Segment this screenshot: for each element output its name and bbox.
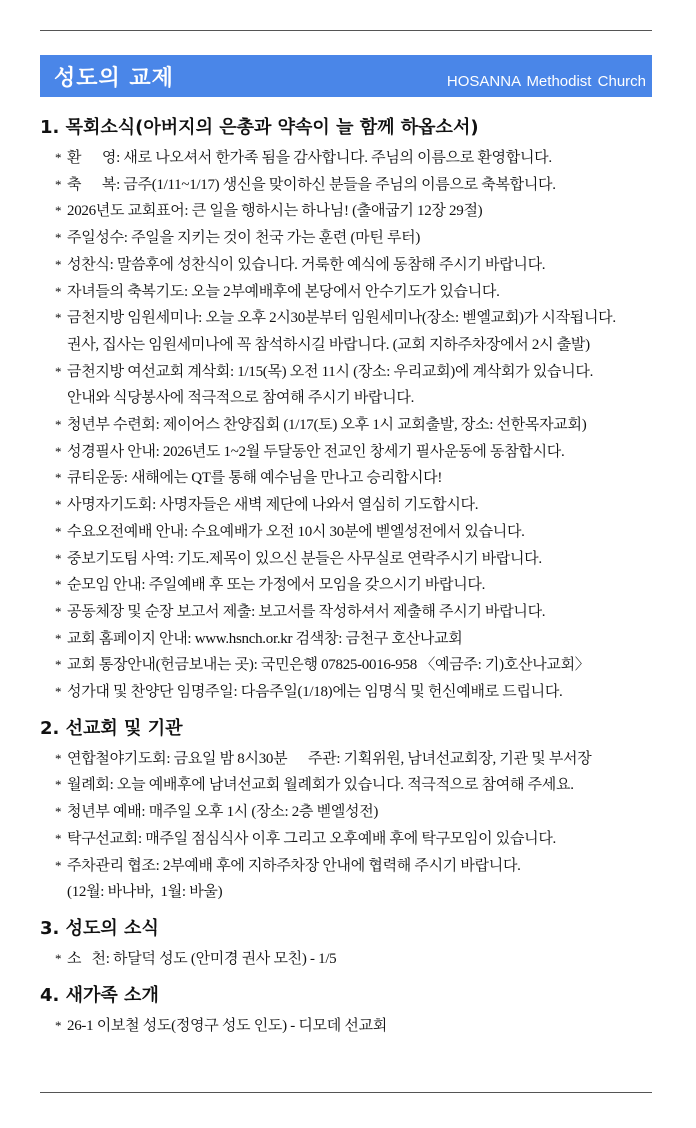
asterisk-bullet-icon: * — [55, 230, 62, 246]
item-text: 주일성수: 주일을 지키는 것이 천국 가는 훈련 (마틴 루터) — [67, 230, 421, 247]
page-title: 성도의 교제 — [54, 66, 174, 91]
item-text: 축 복: 금주(1/11~1/17) 생신을 맞이하신 분들을 주님의 이름으로 축복합니다. — [67, 176, 556, 193]
item-text: 금천지방 여선교회 계삭회: 1/15(목) 오전 11시 (장소: 우리교회)에 계삭회가 있습니다. — [67, 363, 594, 380]
item-text: 공동체장 및 순장 보고서 제출: 보고서를 작성하셔서 제출해 주시기 바랍니다. — [67, 603, 546, 620]
list-item — [40, 746, 670, 773]
asterisk-bullet-icon: * — [55, 523, 62, 539]
list-item — [40, 279, 670, 306]
asterisk-bullet-icon: * — [55, 283, 62, 299]
list-item — [40, 772, 670, 799]
item-text: 교회 통장안내(헌금보내는 곳): 국민은행 07825-0016-958 〈예금주: 기)호산나교회〉 — [67, 657, 590, 674]
asterisk-bullet-icon: * — [55, 550, 62, 566]
item-continuation: (12월: 바나바, 1월: 바울) — [67, 884, 223, 901]
item-text: 26-1 이보철 성도(정영구 성도 인도) - 디모데 선교회 — [67, 1017, 387, 1034]
item-text: 주차관리 협조: 2부예배 후에 지하주차장 안내에 협력해 주시기 바랍니다. — [67, 857, 521, 874]
asterisk-bullet-icon: * — [55, 830, 62, 846]
section-title: 2. 선교회 및 기관 — [40, 717, 183, 739]
item-text: 소 천: 하달덕 성도 (안미경 권사 모친) - 1/5 — [67, 950, 337, 967]
list-item — [40, 172, 670, 199]
list-item — [40, 305, 670, 332]
list-item — [40, 572, 670, 599]
list-item — [40, 252, 670, 279]
section-title: 1. 목회소식(아버지의 은총과 약속이 늘 함께 하옵소서) — [40, 117, 479, 138]
list-item — [40, 359, 670, 386]
asterisk-bullet-icon: * — [55, 804, 62, 820]
list-item — [40, 519, 670, 546]
list-item — [40, 826, 670, 853]
item-text: 청년부 예배: 매주일 오후 1시 (장소: 2층 벧엘성전) — [67, 804, 379, 821]
asterisk-bullet-icon: * — [55, 577, 62, 593]
item-text: 순모임 안내: 주일예배 후 또는 가정에서 모임을 갖으시기 바랍니다. — [67, 577, 486, 594]
list-item — [40, 225, 670, 252]
list-item — [40, 799, 670, 826]
item-text: 성찬식: 말씀후에 성찬식이 있습니다. 거룩한 예식에 동참해 주시기 바랍니다. — [67, 256, 546, 273]
section-3 — [40, 914, 670, 973]
item-text: 사명자기도회: 사명자들은 새벽 제단에 나와서 열심히 기도합시다. — [67, 497, 479, 514]
list-item — [40, 412, 670, 439]
list-item — [40, 198, 670, 225]
list-item — [40, 679, 670, 706]
item-text: 탁구선교회: 매주일 점심식사 이후 그리고 오후예배 후에 탁구모임이 있습니다. — [67, 830, 557, 847]
item-text: 성가대 및 찬양단 임명주일: 다음주일(1/18)에는 임명식 및 헌신예배로 드립니다. — [67, 684, 563, 701]
item-text: 연합철야기도회: 금요일 밤 8시30분 주관: 기획위원, 남녀선교회장, 기관 및 부서장 — [67, 750, 592, 767]
church-name: HOSANNA Methodist Church — [446, 73, 646, 90]
list-item — [40, 439, 670, 466]
asterisk-bullet-icon: * — [55, 603, 62, 619]
section-2 — [40, 714, 670, 906]
asterisk-bullet-icon: * — [55, 684, 62, 700]
list-item — [40, 652, 670, 679]
asterisk-bullet-icon: * — [55, 256, 62, 272]
asterisk-bullet-icon: * — [55, 176, 62, 192]
list-item — [40, 546, 670, 573]
asterisk-bullet-icon: * — [55, 203, 62, 219]
asterisk-bullet-icon: * — [55, 657, 62, 673]
item-continuation: 권사, 집사는 임원세미나에 꼭 참석하시길 바랍니다. (교회 지하주차장에서 2시 출발) — [67, 336, 590, 353]
top-rule — [40, 30, 652, 31]
list-item — [40, 1013, 670, 1040]
asterisk-bullet-icon: * — [55, 857, 62, 873]
asterisk-bullet-icon: * — [55, 750, 62, 766]
item-text: 월례회: 오늘 예배후에 남녀선교회 월례회가 있습니다. 적극적으로 참여해 주세요. — [67, 777, 574, 794]
item-text: 청년부 수련회: 제이어스 찬양집회 (1/17(토) 오후 1시 교회출발, 장소: 선한목자교회) — [67, 417, 587, 434]
asterisk-bullet-icon: * — [55, 497, 62, 513]
asterisk-bullet-icon: * — [55, 363, 62, 379]
asterisk-bullet-icon: * — [55, 310, 62, 326]
item-text: 수요오전예배 안내: 수요예배가 오전 10시 30분에 벧엘성전에서 있습니다. — [67, 523, 525, 540]
section-1 — [40, 113, 670, 706]
list-item — [40, 492, 670, 519]
list-item — [40, 946, 670, 973]
list-item — [40, 599, 670, 626]
list-item — [40, 145, 670, 172]
item-text: 큐티운동: 새해에는 QT를 통해 예수님을 만나고 승리합시다! — [67, 470, 443, 487]
section-title: 3. 성도의 소식 — [40, 917, 159, 939]
item-text: 성경필사 안내: 2026년도 1~2월 두달동안 전교인 창세기 필사운동에 동참합시다. — [67, 443, 565, 460]
item-text: 교회 홈페이지 안내: www.hsnch.or.kr 검색창: 금천구 호산나교회 — [67, 630, 463, 647]
bottom-rule — [40, 1092, 652, 1093]
asterisk-bullet-icon: * — [55, 443, 62, 459]
list-item — [40, 465, 670, 492]
section-title: 4. 새가족 소개 — [40, 984, 159, 1006]
item-text: 중보기도팀 사역: 기도.제목이 있으신 분들은 사무실로 연락주시기 바랍니다. — [67, 550, 542, 567]
asterisk-bullet-icon: * — [55, 950, 62, 966]
item-text: 자녀들의 축복기도: 오늘 2부예배후에 본당에서 안수기도가 있습니다. — [67, 283, 500, 300]
header-banner — [40, 55, 652, 97]
asterisk-bullet-icon: * — [55, 470, 62, 486]
asterisk-bullet-icon: * — [55, 777, 62, 793]
section-4 — [40, 981, 670, 1040]
asterisk-bullet-icon: * — [55, 630, 62, 646]
list-item — [40, 853, 670, 880]
asterisk-bullet-icon: * — [55, 150, 62, 165]
list-item — [40, 626, 670, 653]
item-text: 2026년도 교회표어: 큰 일을 행하시는 하나님! (출애굽기 12장 29절) — [67, 203, 483, 220]
item-continuation: 안내와 식당봉사에 적극적으로 참여해 주시기 바랍니다. — [67, 390, 415, 407]
item-text: 환 영: 새로 나오셔서 한가족 됨을 감사합니다. 주님의 이름으로 환영합니다. — [67, 150, 552, 166]
bulletin-content — [40, 113, 670, 1047]
asterisk-bullet-icon: * — [55, 1017, 62, 1033]
item-text: 금천지방 임원세미나: 오늘 오후 2시30분부터 임원세미나(장소: 벧엘교회)가 시작됩니다. — [67, 310, 616, 327]
asterisk-bullet-icon: * — [55, 417, 62, 433]
